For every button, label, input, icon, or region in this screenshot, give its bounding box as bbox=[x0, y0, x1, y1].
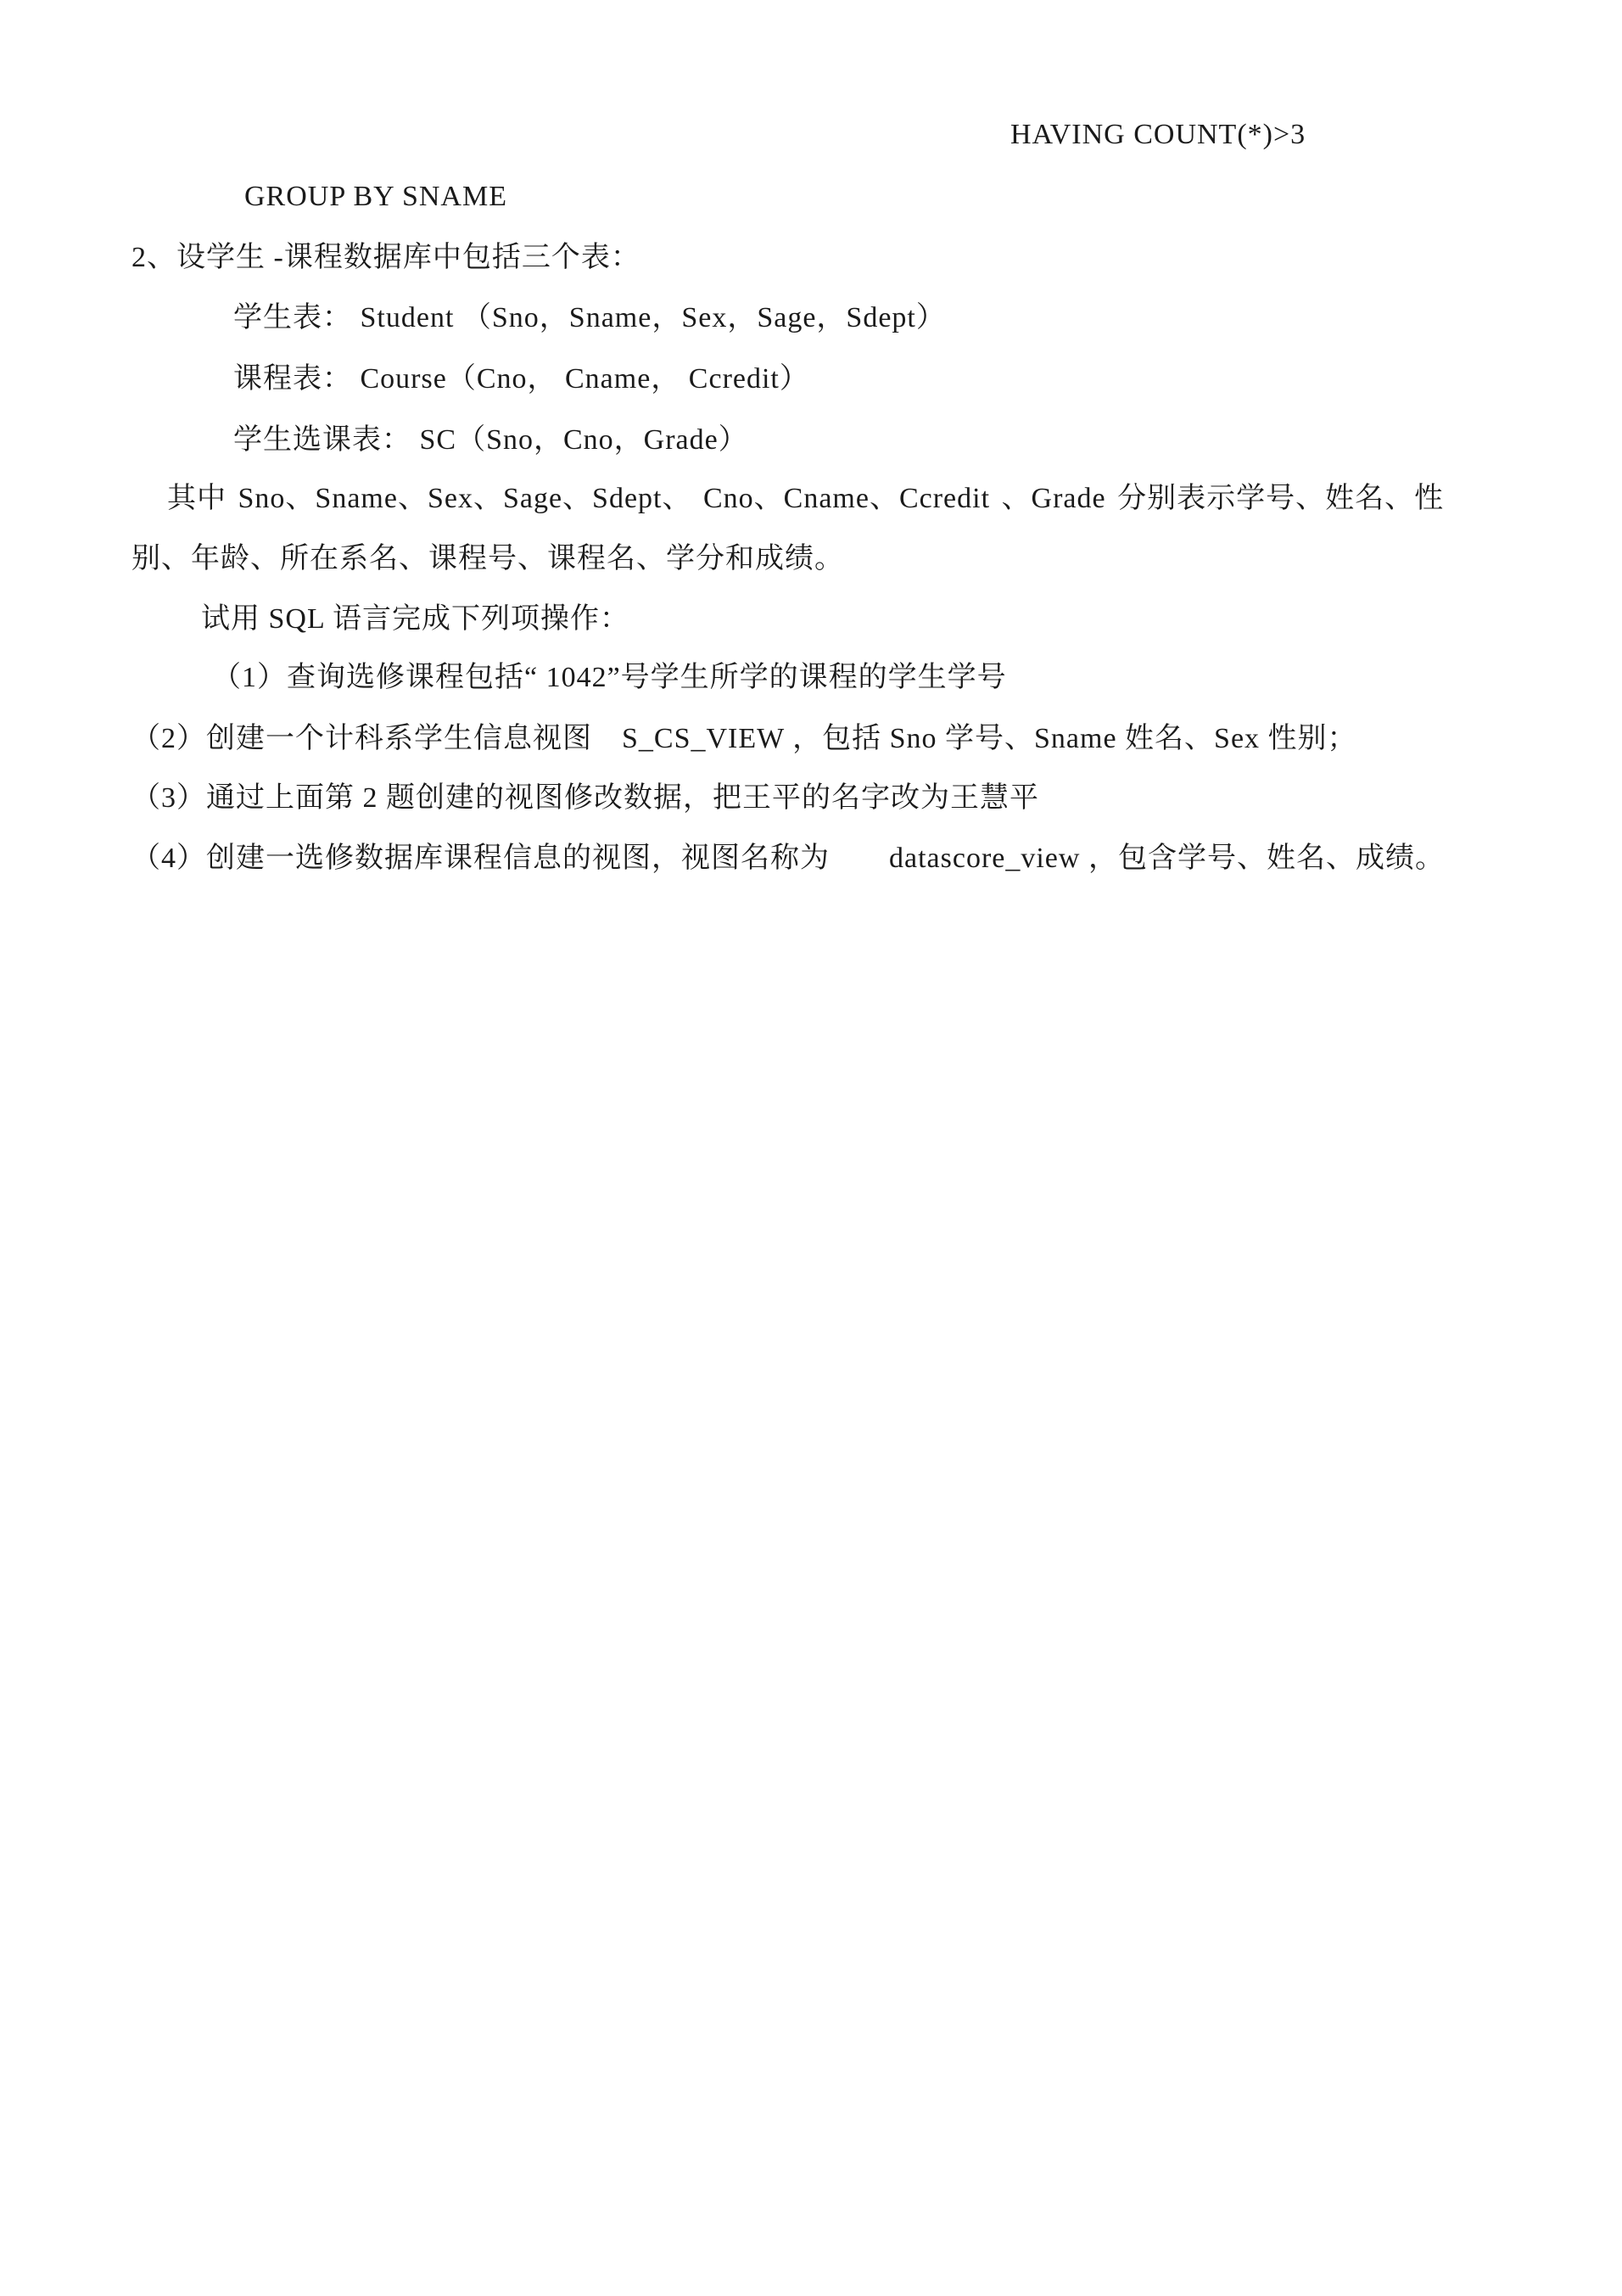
task-item-4: （4）创建一选修数据库课程信息的视图，视图名称为 datascore_view ，包含学号、姓名、成绩。 bbox=[131, 843, 1445, 874]
field-description-line-2: 别、年龄、所在系名、课程号、课程名、学分和成绩。 bbox=[131, 543, 844, 574]
task-instruction: 试用 SQL 语言完成下列项操作： bbox=[201, 603, 629, 635]
student-table-schema: 学生表： Student （Sno，Sname，Sex，Sage，Sdept） bbox=[233, 302, 946, 333]
task-item-1: （1）查询选修课程包括“ 1042”号学生所学的课程的学生学号 bbox=[212, 662, 1007, 693]
sql-having-clause: HAVING COUNT(*)>3 bbox=[1010, 119, 1306, 150]
question-2-heading: 2、设学生 -课程数据库中包括三个表： bbox=[131, 242, 640, 273]
task-item-3: （3）通过上面第 2 题创建的视图修改数据，把王平的名字改为王慧平 bbox=[131, 782, 1039, 814]
field-description-line-1: 其中 Sno、Sname、Sex、Sage、Sdept、 Cno、Cname、Ccredit 、Grade 分别表示学号、姓名、性 bbox=[167, 483, 1445, 514]
sql-group-by-clause: GROUP BY SNAME bbox=[244, 181, 507, 212]
course-table-schema: 课程表： Course（Cno， Cname， Ccredit） bbox=[233, 363, 809, 395]
sc-table-schema: 学生选课表： SC（Sno，Cno，Grade） bbox=[233, 424, 748, 456]
task-item-2: （2）创建一个计科系学生信息视图 S_CS_VIEW ，包括 Sno 学号、Sname 姓名、Sex 性别； bbox=[131, 723, 1357, 754]
